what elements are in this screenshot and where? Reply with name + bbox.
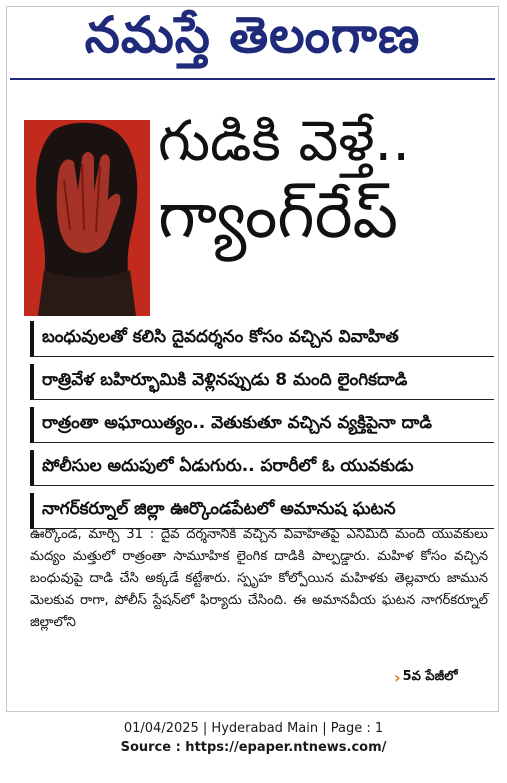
article-photo — [24, 120, 150, 316]
article-text: దైవ దర్శనానికి వచ్చిన వివాహితపై ఎనిమిది మంది యువకులు మద్యం మత్తులో రాత్రంతా సామూహిక లైంగిక దాడికి పాల్పడ్డారు. మహిళ కోసం వచ్చిన బంధువుపై దాడి చేసి అక్కడే కట్టేశారు. స్పృహ కోల్పోయిన మహిళకు తెల్లవారు జామున మెలకువ రాగా, పోలీస్ స్టేషన్‌లో ఫిర్యాదు చేసింది. ఈ అమానవీయ ఘటన నాగర్‌కర్నూల్ జిల్లాలోని — [30, 527, 488, 630]
article-dateline: ఊర్కొండ, మార్చి 31 : — [30, 527, 155, 542]
continued-on-page[interactable] — [394, 668, 458, 687]
masthead-rule — [10, 78, 495, 80]
footer-edition-info: 01/04/2025 | Hyderabad Main | Page : 1 — [123, 721, 384, 736]
subheading: బంధువులతో కలిసి దైవదర్శనం కోసం వచ్చిన వివాహిత — [30, 321, 494, 357]
continued-label: 5వ పేజీలో — [402, 668, 458, 684]
subheading: రాత్రంతా అఘాయిత్యం.. వెతుకుతూ వచ్చిన వ్యక్తిపైనా దాడి — [30, 407, 494, 443]
headline-line-2: గ్యాంగ్‌రేప్ — [158, 179, 399, 254]
subheading: పోలీసుల అదుపులో ఏడుగురు.. పరారీలో ఓ యువకుడు — [30, 450, 494, 486]
subheading: రాత్రివేళ బహిర్భూమికి వెళ్లినప్పుడు 8 మంది లైంగికదాడి — [30, 364, 494, 400]
subheadings — [30, 321, 494, 536]
headline — [158, 109, 488, 254]
chevron-right-icon: › — [394, 668, 401, 687]
distressed-woman-illustration — [24, 120, 150, 316]
newspaper-masthead: నమస్తే తెలంగాణ — [84, 5, 421, 64]
article-body — [30, 524, 488, 634]
headline-line-1: గుడికి వెళ్తే.. — [158, 109, 411, 174]
subheading: నాగర్‌కర్నూల్ జిల్లా ఊర్కొండపేటలో అమానుష ఘటన — [30, 493, 494, 529]
footer-source[interactable]: Source : https://epaper.ntnews.com/ — [120, 740, 387, 755]
